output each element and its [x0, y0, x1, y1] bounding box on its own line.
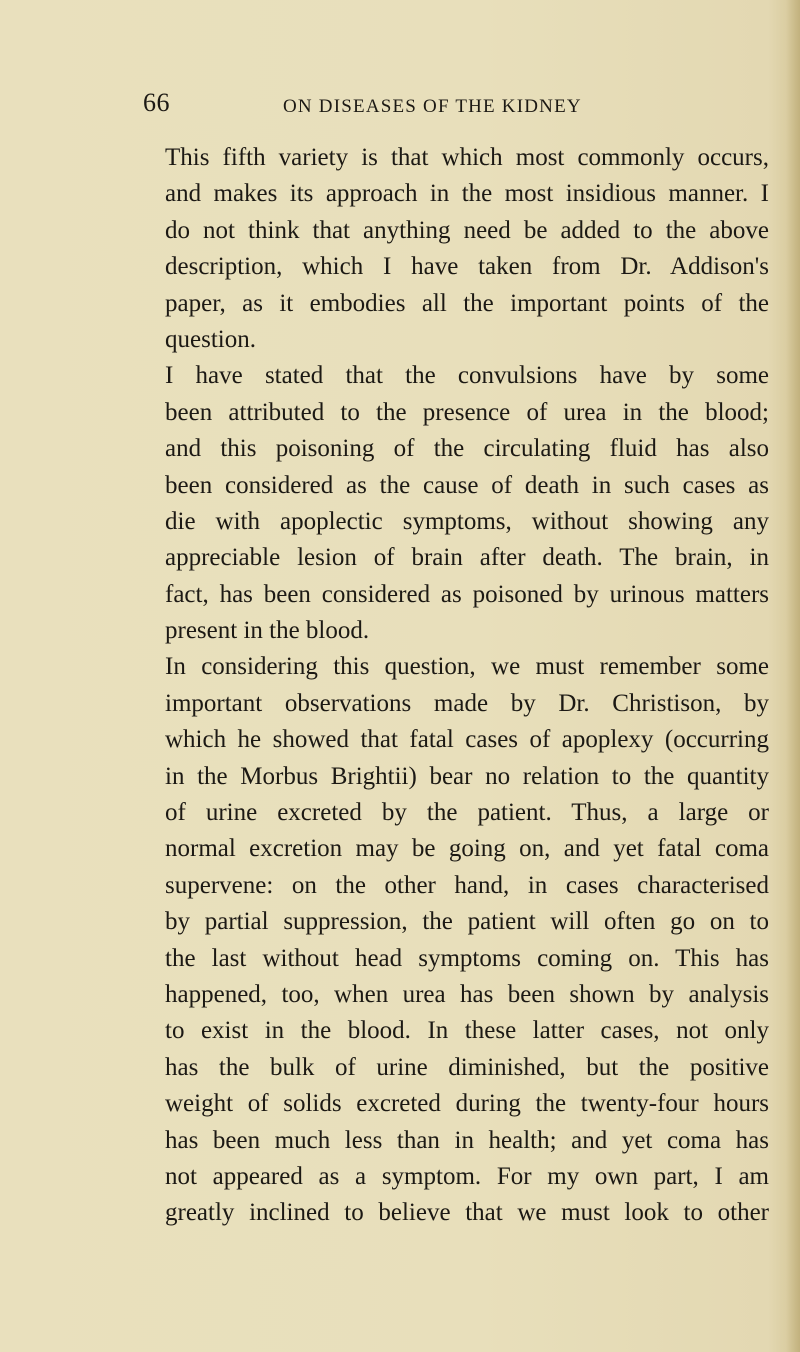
text-line: by partial suppression, the patient will often go on to	[165, 908, 769, 936]
text-line: and makes its approach in the most insidious manner. I	[165, 180, 769, 208]
text-line: normal excretion may be going on, and yet fatal coma	[165, 835, 769, 863]
text-line: paper, as it embodies all the important points of the	[165, 289, 769, 317]
text-line: present in the blood.	[165, 617, 370, 645]
text-line: of urine excreted by the patient. Thus, a large or	[165, 799, 769, 827]
text-line: weight of solids excreted during the twenty-four hours	[165, 1090, 769, 1118]
text-line: happened, too, when urea has been shown by analysis	[165, 980, 769, 1008]
text-line: not appeared as a symptom. For my own part, I am	[165, 1162, 769, 1190]
page-header	[143, 88, 783, 128]
text-line: greatly inclined to believe that we must look to other	[165, 1199, 769, 1227]
page-number: 66	[143, 88, 170, 117]
text-line: and this poisoning of the circulating fluid has also	[165, 435, 769, 463]
text-line: has the bulk of urine diminished, but the positive	[165, 1053, 769, 1081]
text-line: fact, has been considered as poisoned by urinous matters	[165, 580, 769, 608]
text-line: been attributed to the presence of urea in the blood;	[165, 398, 769, 426]
text-line: the last without head symptoms coming on. This has	[165, 944, 769, 972]
text-line: been considered as the cause of death in such cases as	[165, 471, 769, 499]
text-line: This fifth variety is that which most commonly occurs,	[165, 144, 769, 171]
text-line: which he showed that fatal cases of apoplexy (occurring	[165, 726, 769, 754]
text-line: question.	[165, 325, 256, 353]
text-line: appreciable lesion of brain after death. The brain, in	[165, 544, 769, 572]
text-line: description, which I have taken from Dr. Addison's	[165, 253, 769, 281]
text-line: important observations made by Dr. Christison, by	[165, 689, 769, 717]
text-line: do not think that anything need be added to the above	[165, 216, 769, 244]
page-edge-shadow	[786, 0, 800, 1352]
text-line: to exist in the blood. In these latter cases, not only	[165, 1017, 769, 1045]
text-line: I have stated that the convulsions have by some	[165, 362, 769, 390]
text-line: die with apoplectic symptoms, without showing any	[165, 507, 769, 535]
text-line: In considering this question, we must remember some	[165, 653, 769, 681]
running-title: ON DISEASES OF THE KIDNEY	[283, 96, 582, 117]
body-text	[165, 140, 769, 1232]
text-line: supervene: on the other hand, in cases characterised	[165, 871, 769, 899]
text-line: in the Morbus Brightii) bear no relation to the quantity	[165, 762, 769, 790]
text-line: has been much less than in health; and yet coma has	[165, 1126, 769, 1154]
